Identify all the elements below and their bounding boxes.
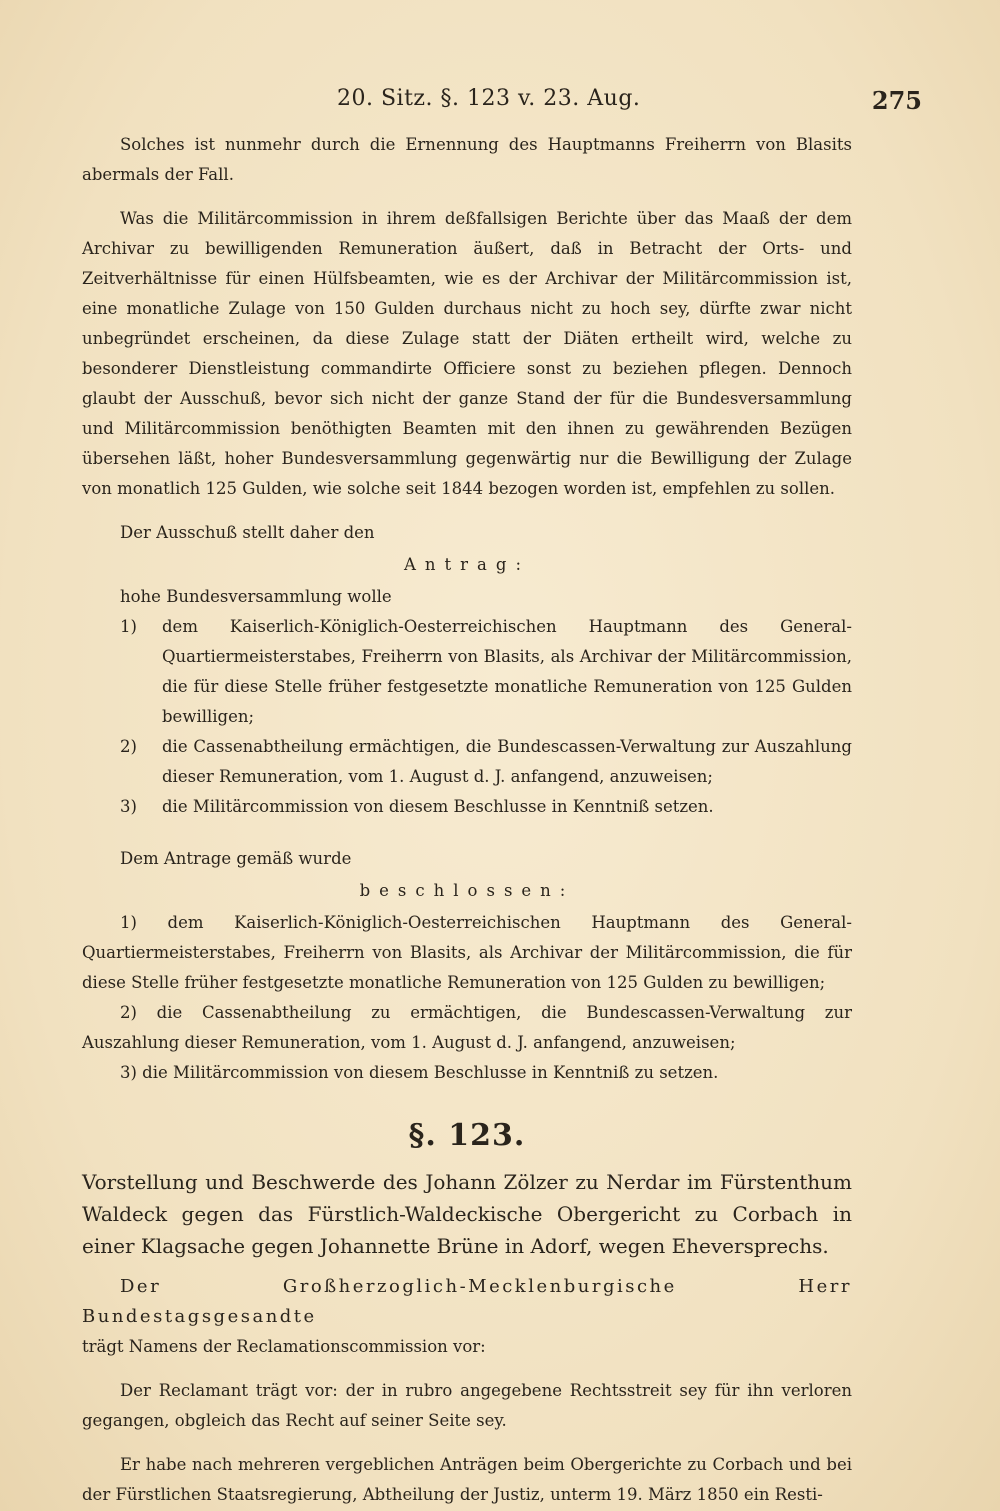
page-header bbox=[82, 86, 922, 116]
beschlossen-heading: beschlossen: bbox=[359, 881, 575, 900]
list-item bbox=[82, 732, 852, 792]
list-text: dem Kaiserlich-Königlich-Oesterreichischen Hauptmann des General-Quartiermeisterstabes, Freiherrn von Blasits, als Archivar der Militärcommission, die für diese Stelle früher festgesetzte monatliche Remuneration von 125 Gulden bewilligen; bbox=[162, 617, 852, 726]
list-number: 3) bbox=[120, 797, 137, 816]
page-body bbox=[82, 130, 852, 1510]
paragraph: Solches ist nunmehr durch die Ernennung des Hauptmanns Freiherrn von Blasits abermals der Fall. bbox=[82, 135, 852, 184]
list-item: 1) dem Kaiserlich-Königlich-Oesterreichischen Hauptmann des General-Quartiermeisterstabes, Freiherrn von Blasits, als Archivar der Militärcommission, die für diese Stelle früher festgesetzte monatliche Remuneration von 125 Gulden zu bewilligen; bbox=[82, 913, 852, 992]
list-item bbox=[82, 792, 852, 822]
list-text: die Cassenabtheilung ermächtigen, die Bundescassen-Verwaltung zur Auszahlung dieser Remuneration, vom 1. August d. J. anfangend, anzuweisen; bbox=[162, 737, 852, 786]
list-text: die Militärcommission von diesem Beschlusse in Kenntniß setzen. bbox=[162, 797, 714, 816]
page-number: 275 bbox=[871, 86, 922, 115]
list-item: 3) die Militärcommission von diesem Beschlusse in Kenntniß zu setzen. bbox=[120, 1063, 719, 1082]
paragraph: hohe Bundesversammlung wolle bbox=[120, 587, 392, 606]
paragraph: Er habe nach mehreren vergeblichen Anträgen beim Obergerichte zu Corbach und bei der Fürstlichen Staatsregierung, Abtheilung der Justiz, unterm 19. März 1850 ein Resti- bbox=[82, 1455, 852, 1504]
list-item bbox=[82, 612, 852, 732]
beschluss-list bbox=[82, 908, 852, 1088]
section-heading: Vorstellung und Beschwerde des Johann Zölzer zu Nerdar im Fürstenthum Waldeck gegen das Fürstlich-Waldeckische Obergericht zu Corbach in einer Klagsache gegen Johannette Brüne in Adorf, wegen Eheversprechs. bbox=[82, 1170, 852, 1258]
running-head: 20. Sitz. §. 123 v. 23. Aug. bbox=[337, 86, 641, 111]
paragraph: trägt Namens der Reclamationscommission vor: bbox=[82, 1337, 486, 1356]
section-title: §. 123. bbox=[408, 1118, 526, 1153]
paragraph: Der Ausschuß stellt daher den bbox=[120, 523, 375, 542]
antrag-heading: Antrag: bbox=[403, 555, 531, 574]
list-number: 2) bbox=[120, 737, 137, 756]
paragraph: Was die Militärcommission in ihrem deßfallsigen Berichte über das Maaß der dem Archivar zu bewilligenden Remuneration äußert, daß in Betracht der Orts- und Zeitverhältnisse für einen Hülfsbeamten, wie es der Archivar der Militärcommission ist, eine monatliche Zulage von 150 Gulden durchaus nicht zu hoch sey, dürfte zwar nicht unbegründet erscheinen, da diese Zulage statt der Diäten ertheilt wird, welche zu besonderer Dienstleistung commandirte Officiere sonst zu beziehen pflegen. Dennoch glaubt der Ausschuß, bevor sich nicht der ganze Stand der für die Bundesversammlung und Militärcommission benöthigten Beamten mit den ihnen zu gewährenden Bezügen übersehen läßt, hoher Bundesversammlung gegenwärtig nur die Bewilligung der Zulage von monatlich 125 Gulden, wie solche seit 1844 bezogen worden ist, empfehlen zu sollen. bbox=[82, 209, 852, 498]
list-number: 1) bbox=[120, 617, 137, 636]
speaker-line: Der Großherzoglich-Mecklenburgische Herr Bundestagsgesandte bbox=[82, 1276, 852, 1327]
paragraph: Dem Antrage gemäß wurde bbox=[120, 849, 352, 868]
antrag-list bbox=[82, 612, 852, 822]
list-item: 2) die Cassenabtheilung zu ermächtigen, die Bundescassen-Verwaltung zur Auszahlung dieser Remuneration, vom 1. August d. J. anfangend, anzuweisen; bbox=[82, 1003, 852, 1052]
paragraph: Der Reclamant trägt vor: der in rubro angegebene Rechtsstreit sey für ihn verloren gegangen, obgleich das Recht auf seiner Seite sey. bbox=[82, 1381, 852, 1430]
